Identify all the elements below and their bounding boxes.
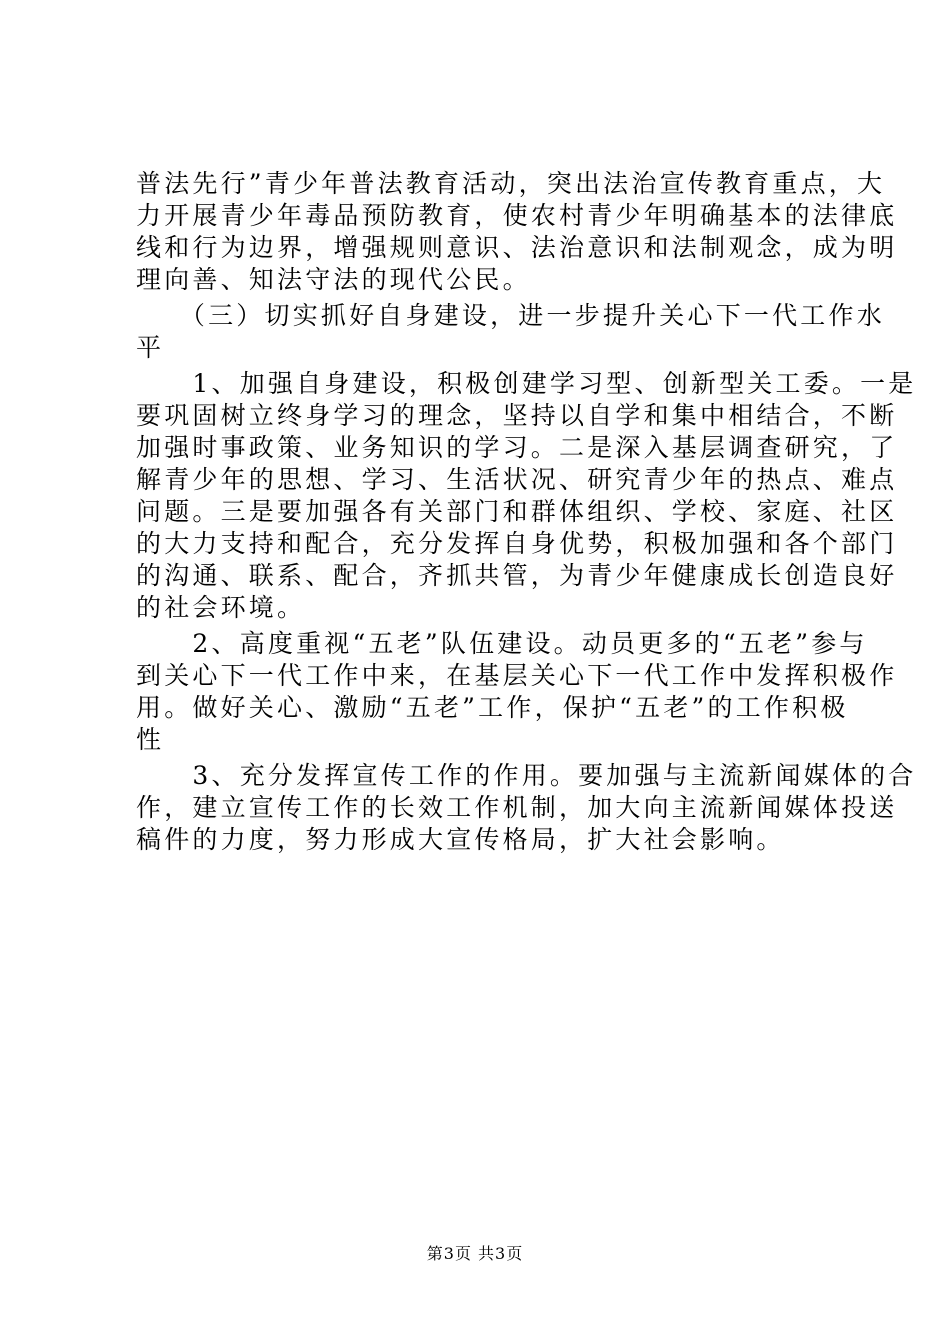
page-number-footer: 第3页 共3页 <box>426 1244 524 1263</box>
text-line: 的社会环境。 <box>136 593 306 622</box>
text-line: 要巩固树立终身学习的理念，坚持以自学和集中相结合，不断 <box>136 401 898 430</box>
section-heading: （三）切实抓好自身建设，进一步提升关心下一代工作水 <box>136 301 885 330</box>
text-line: 理向善、知法守法的现代公民。 <box>136 265 531 294</box>
text-line: 的沟通、联系、配合，齐抓共管，为青少年健康成长创造良好 <box>136 561 898 590</box>
text-line: 作，建立宣传工作的长效工作机制，加大向主流新闻媒体投送 <box>136 793 898 822</box>
text-line: 到关心下一代工作中来，在基层关心下一代工作中发挥积极作 <box>136 661 898 690</box>
text-line: 普法先行”青少年普法教育活动，突出法治宣传教育重点，大 <box>136 169 886 198</box>
text-line: 2、高度重视“五老”队伍建设。动员更多的“五老”参与 <box>136 629 868 658</box>
text-line: 性 <box>136 725 165 754</box>
text-line: 加强时事政策、业务知识的学习。二是深入基层调查研究，了 <box>136 433 898 462</box>
text-line: 用。做好关心、激励“五老”工作，保护“五老”的工作积极 <box>136 693 849 722</box>
text-line: 3、充分发挥宣传工作的作用。要加强与主流新闻媒体的合 <box>136 761 917 790</box>
text-line: 问题。三是要加强各有关部门和群体组织、学校、家庭、社区 <box>136 497 898 526</box>
section-heading-continued: 平 <box>136 333 165 362</box>
text-line: 力开展青少年毒品预防教育，使农村青少年明确基本的法律底 <box>136 201 898 230</box>
document-body <box>136 168 917 856</box>
text-line: 1、加强自身建设，积极创建学习型、创新型关工委。一是 <box>136 369 917 398</box>
text-line: 稿件的力度，努力形成大宣传格局，扩大社会影响。 <box>136 825 785 854</box>
text-line: 解青少年的思想、学习、生活状况、研究青少年的热点、难点 <box>136 465 898 494</box>
text-line: 的大力支持和配合，充分发挥自身优势，积极加强和各个部门 <box>136 529 898 558</box>
text-line: 线和行为边界，增强规则意识、法治意识和法制观念，成为明 <box>136 233 898 262</box>
